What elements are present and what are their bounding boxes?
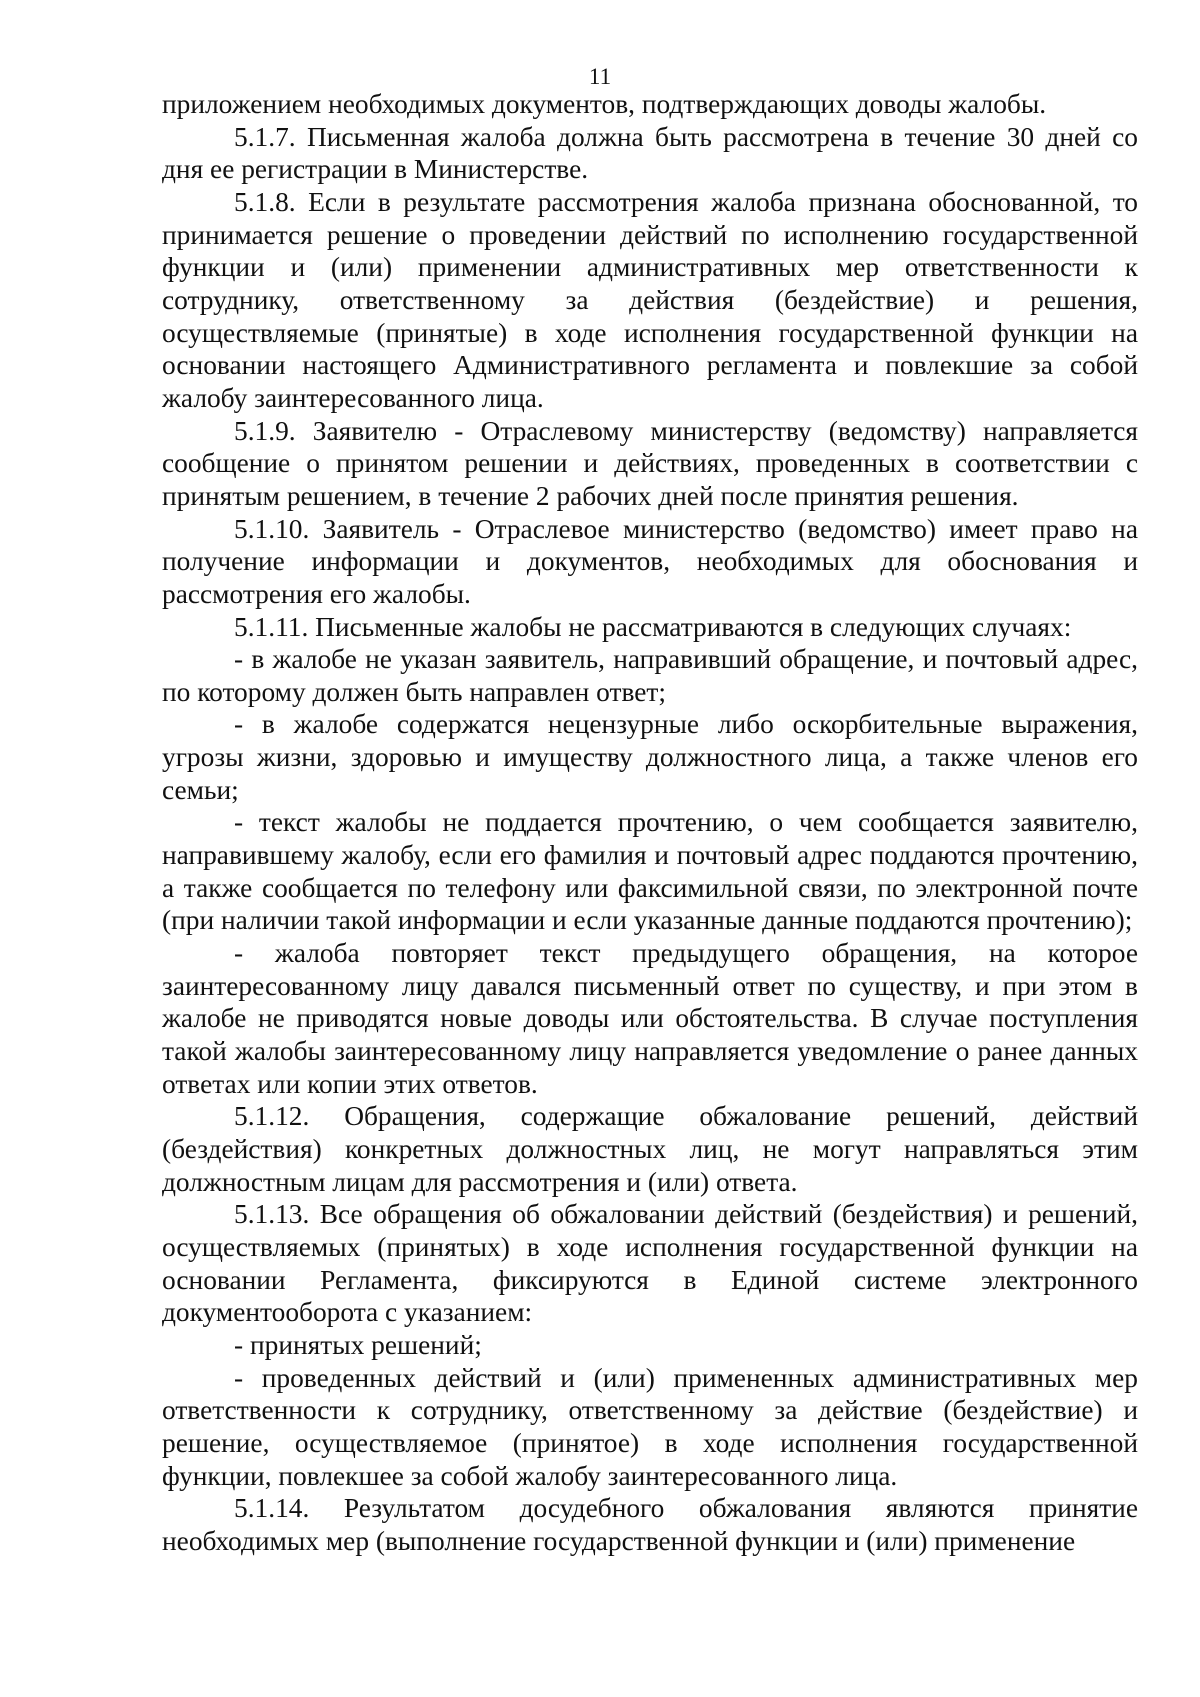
page-number: 11	[588, 64, 612, 89]
paragraph-5-1-14: 5.1.14. Результатом досудебного обжалования являются принятие необходимых мер (выполнение государственной функции и (или) применение	[162, 1493, 1138, 1556]
paragraph-5-1-11: 5.1.11. Письменные жалобы не рассматриваются в следующих случаях:	[234, 611, 1072, 642]
document-body	[162, 88, 1138, 1558]
paragraph-5-1-12: 5.1.12. Обращения, содержащие обжалование решений, действий (бездействия) конкретных должностных лиц, не могут направляться этим должностным лицам для рассмотрения и (или) ответа.	[162, 1101, 1138, 1197]
list-item-actions: - проведенных действий и (или) примененных административных мер ответственности к сотруднику, ответственному за действие (бездействие) и решение, осуществляемое (принятое) в ходе исполнения государственной функции, повлекшее за собой жалобу заинтересованного лица.	[162, 1362, 1138, 1491]
paragraph-continuation: приложением необходимых документов, подтверждающих доводы жалобы.	[162, 89, 1047, 119]
paragraph-5-1-7: 5.1.7. Письменная жалоба должна быть рассмотрена в течение 30 дней со дня ее регистрации в Министерстве.	[162, 121, 1138, 185]
paragraph-5-1-13: 5.1.13. Все обращения об обжаловании действий (бездействия) и решений, осуществляемых (принятых) в ходе исполнения государственной функции на основании Регламента, фиксируются в Единой системе электронного документооборота с указанием:	[162, 1199, 1138, 1328]
list-item-obscene-content: - в жалобе содержатся нецензурные либо оскорбительные выражения, угрозы жизни, здоровью и имуществу должностного лица, а также членов его семьи;	[162, 709, 1138, 805]
paragraph-5-1-9: 5.1.9. Заявителю - Отраслевому министерству (ведомству) направляется сообщение о принятом решении и действиях, проведенных в соответствии с принятым решением, в течение 2 рабочих дней после принятия решения.	[162, 415, 1138, 511]
list-item-repeated-complaint: - жалоба повторяет текст предыдущего обращения, на которое заинтересованному лицу давался письменный ответ по существу, и при этом в жалобе не приводятся новые доводы или обстоятельства. В случае поступления такой жалобы заинтересованному лицу направляется уведомление о ранее данных ответах или копии этих ответов.	[162, 938, 1138, 1099]
list-item-unreadable-text: - текст жалобы не поддается прочтению, о чем сообщается заявителю, направившему жалобу, если его фамилия и почтовый адрес поддаются прочтению, а также сообщается по телефону или факсимильной связи, по электронной почте (при наличии такой информации и если указанные данные поддаются прочтению);	[162, 807, 1138, 936]
paragraph-5-1-10: 5.1.10. Заявитель - Отраслевое министерство (ведомство) имеет право на получение информации и документов, необходимых для обоснования и рассмотрения его жалобы.	[162, 513, 1138, 609]
paragraph-5-1-8: 5.1.8. Если в результате рассмотрения жалоба признана обоснованной, то принимается решение о проведении действий по исполнению государственной функции и (или) применении административных мер ответственности к сотруднику, ответственному за действия (бездействие) и решения, осуществляемые (принятые) в ходе исполнения государственной функции на основании настоящего Административного регламента и повлекшие за собой жалобу заинтересованного лица.	[162, 186, 1138, 413]
list-item-no-applicant: - в жалобе не указан заявитель, направивший обращение, и почтовый адрес, по которому должен быть направлен ответ;	[162, 644, 1138, 707]
list-item-decisions: - принятых решений;	[234, 1329, 482, 1360]
